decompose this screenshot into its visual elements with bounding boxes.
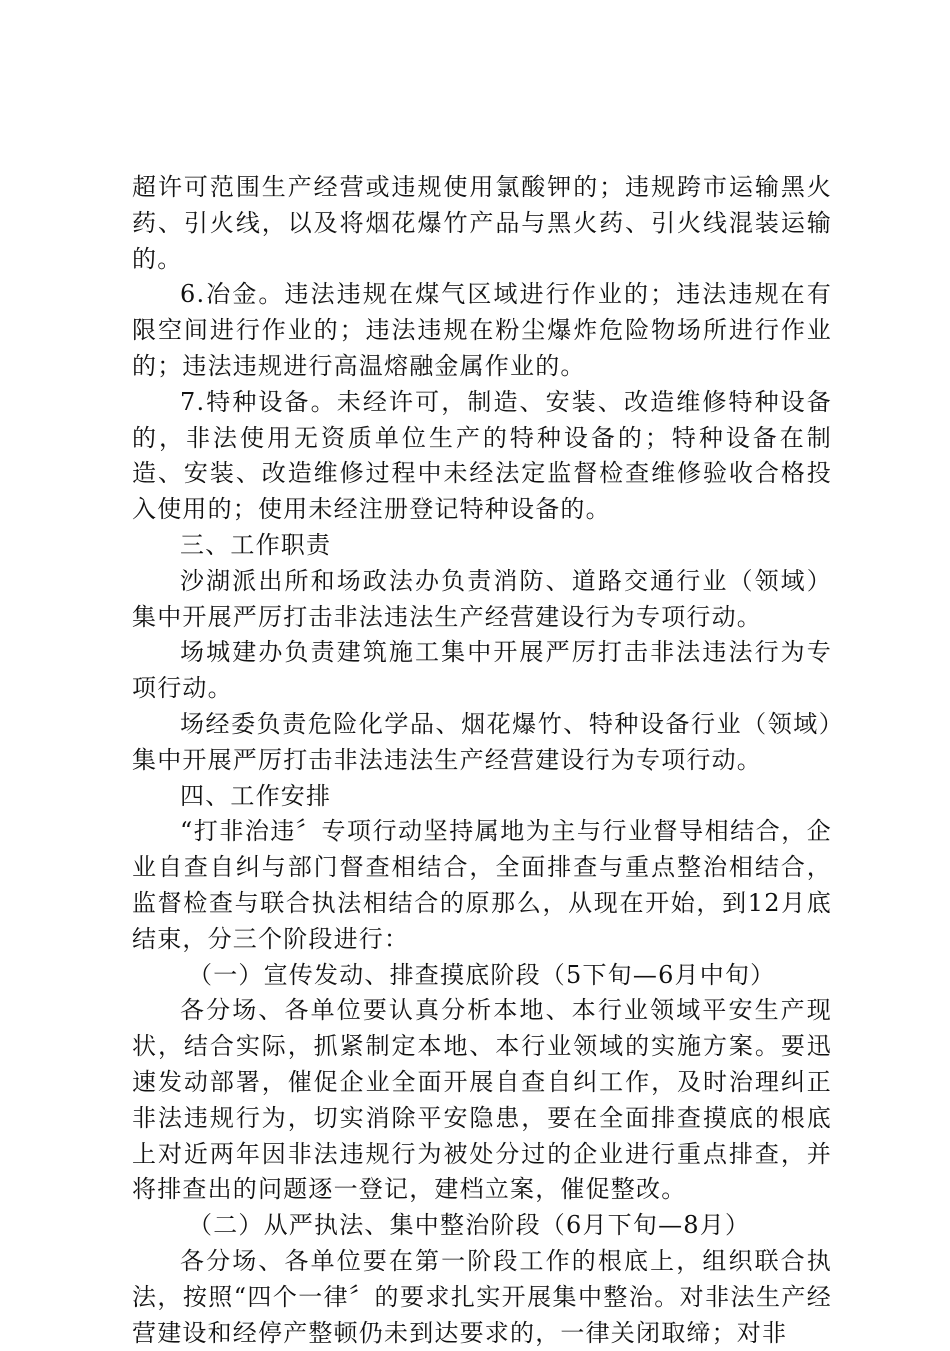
stage-heading-one: （一）宣传发动、排查摸底阶段（5下旬—6月中旬）: [188, 960, 776, 989]
section-heading-arrangement: 四、工作安排: [180, 781, 332, 810]
section-heading-duties: 三、工作职责: [180, 530, 332, 559]
paragraph-stage-one: 各分场、各单位要认真分析本地、本行业领域平安生产现状，结合实际，抓紧制定本地、本行业领域的实施方案。要迅速发动部署，催促企业全面开展自查自纠工作，及时治理纠正非法违规行为，切实消除平安隐患，要在全面排查摸底的根底上对近两年因非法违规行为被处分过的企业进行重点排查，并将排查出的问题逐一登记，建档立案，催促整改。: [132, 996, 832, 1204]
paragraph-duty-construction: 场城建办负责建筑施工集中开展严厉打击非法违法行为专项行动。: [132, 638, 832, 703]
paragraph-special-equipment: 7.特种设备。未经许可，制造、安装、改造维修特种设备的，非法使用无资质单位生产的特种设备的；特种设备在制造、安装、改造维修过程中未经法定监督检查维修验收合格投入使用的；使用未经注册登记特种设备的。: [132, 387, 832, 524]
paragraph-metallurgy: 6.冶金。违法违规在煤气区域进行作业的；违法违规在有限空间进行作业的；违法违规在粉尘爆炸危险物场所进行作业的；违法违规进行高温熔融金属作业的。: [132, 280, 832, 380]
stage-heading-two: （二）从严执法、集中整治阶段（6月下旬—8月）: [188, 1211, 751, 1240]
paragraph-arrangement-intro: “打非治违〞专项行动坚持属地为主与行业督导相结合，企业自查自纠与部门督查相结合，全面排查与重点整治相结合，监督检查与联合执法相结合的原那么，从现在开始，到12月底结束，分三个阶段进行：: [132, 817, 832, 953]
paragraph-duty-economic: 场经委负责危险化学品、烟花爆竹、特种设备行业（领域）集中开展严厉打击非法违法生产经营建设行为专项行动。: [132, 709, 832, 774]
paragraph-continuation: 超许可范围生产经营或违规使用氯酸钾的；违规跨市运输黑火药、引火线，以及将烟花爆竹产品与黑火药、引火线混装运输的。: [132, 173, 832, 273]
paragraph-duty-police: 沙湖派出所和场政法办负责消防、道路交通行业（领域）集中开展严厉打击非法违法生产经营建设行为专项行动。: [132, 566, 832, 631]
paragraph-stage-two: 各分场、各单位要在第一阶段工作的根底上，组织联合执法，按照“四个一律〞的要求扎实开展集中整治。对非法生产经营建设和经停产整顿仍未到达要求的，一律关闭取缔；对非: [132, 1246, 832, 1347]
document-page: [132, 170, 832, 1351]
